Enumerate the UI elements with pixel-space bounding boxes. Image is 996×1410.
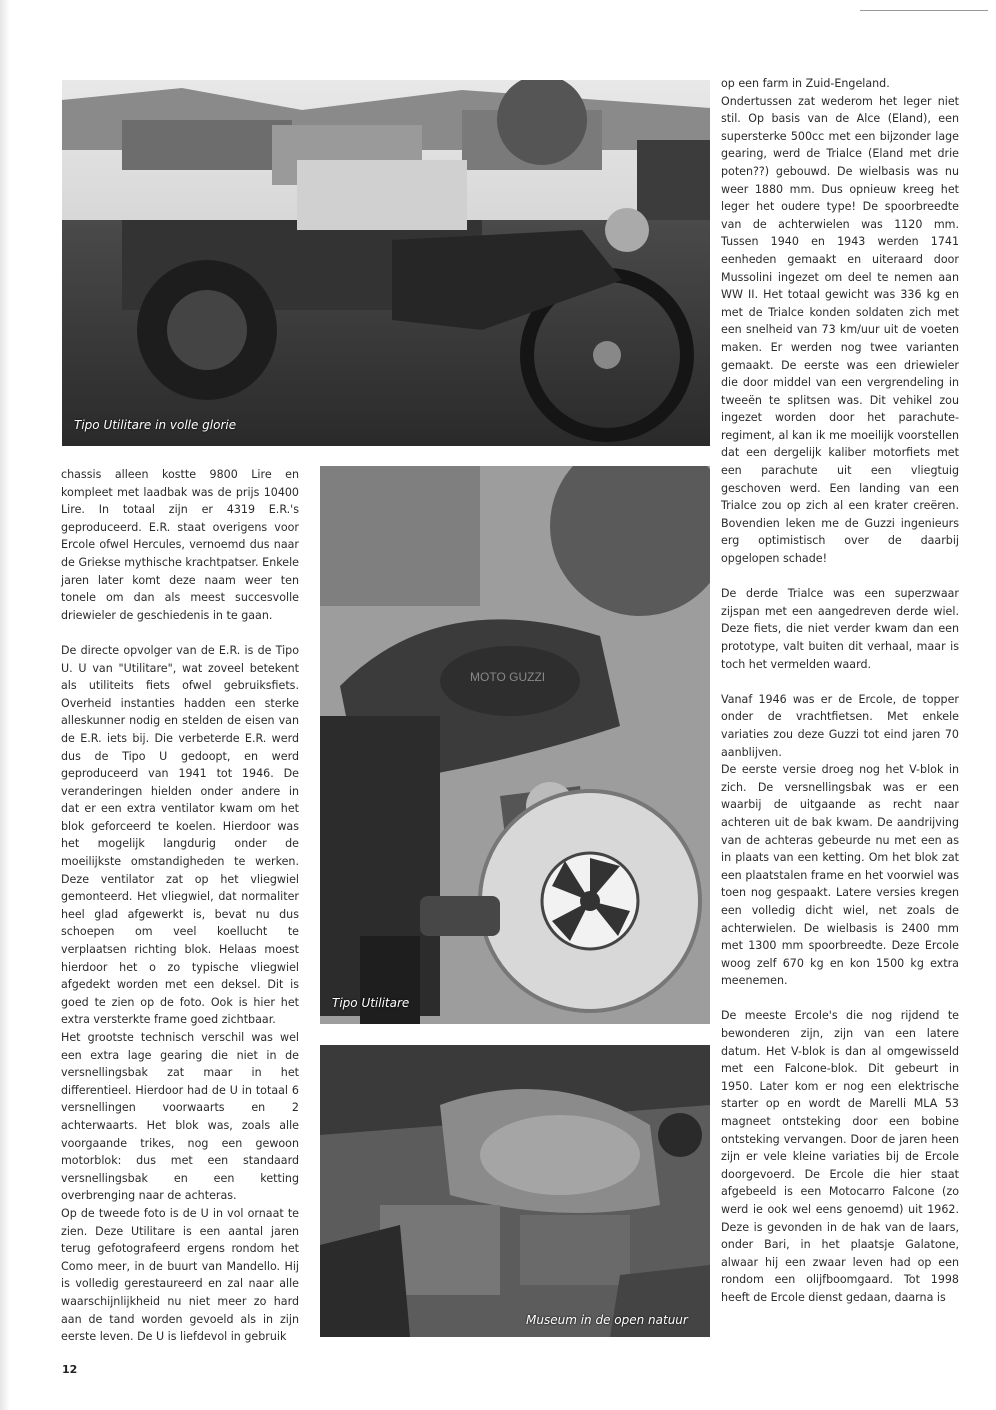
- paragraph: chassis alleen kostte 9800 Lire en kompleet met laadbak was de prijs 10400 Lire. In totaal zijn er 4319 E.R.'s geproduceerd. E.R. staat overigens voor Ercole ofwel Hercules, vernoemd dus naar de Griekse mythische krachtpatser. Enkele jaren later komt deze naam weer ten tonele om dan als meest succesvolle driewieler de geschiedenis in te gaan.: [61, 468, 299, 622]
- photo-illustration: [320, 1045, 710, 1337]
- paragraph: De derde Trialce was een superzwaar zijspan met een aangedreven derde wiel. Deze fiets, die niet verder kwam dan een prototype, valt buiten dit verhaal, maar is toch het vermelden waard.: [721, 587, 959, 671]
- paragraph: Het grootste technisch verschil was wel een extra lage gearing die niet in de versnellingsbak zat maar in het differentieel. Hierdoor had de U in totaal 6 versnellingen voorwaarts en 2 achterwaarts. Het blok was, zoals alle voorgaande trikes, nog een gewoon motorblok: dus met een standaard versnellingsbak en een ketting overbrenging naar de achteras.: [61, 1031, 299, 1203]
- photo1-caption: Tipo Utilitare in volle glorie: [74, 418, 237, 432]
- svg-text:MOTO GUZZI: MOTO GUZZI: [470, 670, 546, 684]
- photo-tipo-utilitare-closeup: [320, 466, 710, 1024]
- paragraph: De meeste Ercole's die nog rijdend te bewonderen zijn, zijn van een latere datum. Het V-blok is dan al omgewisseld met een Falcone-blok. Dit gebeurt in 1950. Later kom er nog een elektrische starter op en wordt de Marelli MLA 53 magneet ontsteking door een bobine ontsteking vervangen. Door de jaren heen zijn er vele kleine variaties bij de Ercole doorgevoerd. De Ercole die hier staat afgebeeld is een Motocarro Falcone (zo werd ie ook wel eens genoemd) uit 1962. Deze is gevonden in de hak van de laars, onder Bari, in het plaatsje Galatone, alwaar hij een zwaar leven had op een rondom een olijfboomgaard. Tot 1998 heeft de Ercole dienst gedaan, daarna is: [721, 1009, 959, 1304]
- paragraph: De eerste versie droeg nog het V-blok in zich. De versnellingsbak was er een waarbij de uitgaande as recht naar achteren uit de bak kwam. De aandrijving van de achteras gebeurde nu met een as in plaats van een ketting. Om het blok zat een plaatstalen frame en het voorwiel was toen nog gespaakt. Latere versies kregen een volledig dicht wiel, net zoals de achterwielen. De wielbasis is 2400 mm met 1300 mm spoorbreedte. Deze Ercole woog zelf 670 kg en kon 1500 kg extra meenemen.: [721, 763, 959, 988]
- paragraph: Op de tweede foto is de U in vol ornaat te zien. Deze Utilitare is een aantal jaren terug gefotografeerd ergens rondom het Como meer, in de buurt van Mandello. Hij is volledig gerestaureerd en zal naar alle waarschijnlijkheid nu niet meer zo hard aan de tand worden gevoeld als in zijn eerste leven. De U is liefdevol in gebruik: [61, 1206, 299, 1344]
- photo2-caption: Tipo Utilitare: [332, 996, 410, 1010]
- page-number: 12: [62, 1363, 78, 1376]
- paragraph: Ondertussen zat wederom het leger niet stil. Op basis van de Alce (Eland), een supersterke 500cc met een bijzonder lage gearing, werd de Trialce (Eland met drie poten??) gebouwd. De wielbasis was nu weer 1880 mm. Dus opnieuw kreeg het leger het oudere type! De spoorbreedte van de achterwielen was 1120 mm. Tussen 1940 en 1943 werden 1741 eenheden gemaakt en uiteraard door Mussolini ingezet om deel te nemen aan WW II. Het totaal gewicht was 336 kg en met de Trialce konden soldaten zich met een snelheid van 73 km/uur uit de voeten maken. Er werden nog twee varianten gemaakt. De eerste was een driewieler die door middel van een vergrendeling in tweeën te splitsen was. Dit vehikel zou ingezet worden door het parachute-regiment, al kan ik me moeilijk voorstellen dat een dergelijk kaliber motorfiets met een parachute uit een vliegtuig geschoven werd. Een landing van een Trialce zou op zich al een krater creëren. Bovendien leken me de Guzzi ingenieurs erg optimistisch over de daarbij opgelopen schade!: [721, 94, 959, 566]
- photo-illustration: [62, 80, 710, 446]
- header-rule: [860, 10, 988, 11]
- paragraph: De directe opvolger van de E.R. is de Tipo U. U van "Utilitare", wat zoveel betekent als utiliteits fiets ofwel gebruiksfiets. Overheid instanties hadden een sterke alleskunner nodig en stelden de eisen van de E.R. iets bij. Die verbeterde E.R. werd dus de Tipo U gedoopt, en werd geproduceerd van 1941 tot 1946. De veranderingen hielden onder andere in dat er een extra ventilator kwam om het blok geforceerd te koelen. Hierdoor was het mogelijk langdurig onder de moeilijkste omstandigheden te werken. Deze ventilator zat op het vliegwiel gemonteerd. Het vliegwiel, dat normaliter heel glad afgewerkt is, bevat nu dus schoepen om veel koellucht te verplaatsen richting blok. Helaas moest hierdoor het o zo typische vliegwiel afgedekt worden met een deksel. Dit is goed te zien op de foto. Ook is hier het extra versterkte frame goed zichtbaar.: [61, 643, 299, 1027]
- right-text-column: [721, 75, 959, 1375]
- scan-edge: [0, 0, 10, 1410]
- paragraph: Vanaf 1946 was er de Ercole, de topper onder de vrachtfietsen. Met enkele variaties zou deze Guzzi tot eind jaren 70 aanblijven.: [721, 692, 959, 759]
- photo-museum-outdoor: [320, 1045, 710, 1337]
- paragraph: op een farm in Zuid-Engeland.: [721, 77, 890, 90]
- left-text-column: [61, 466, 299, 1350]
- photo3-caption: Museum in de open natuur: [526, 1313, 688, 1327]
- photo-illustration: [320, 466, 710, 1024]
- photo-tipo-utilitare-full: [62, 80, 710, 446]
